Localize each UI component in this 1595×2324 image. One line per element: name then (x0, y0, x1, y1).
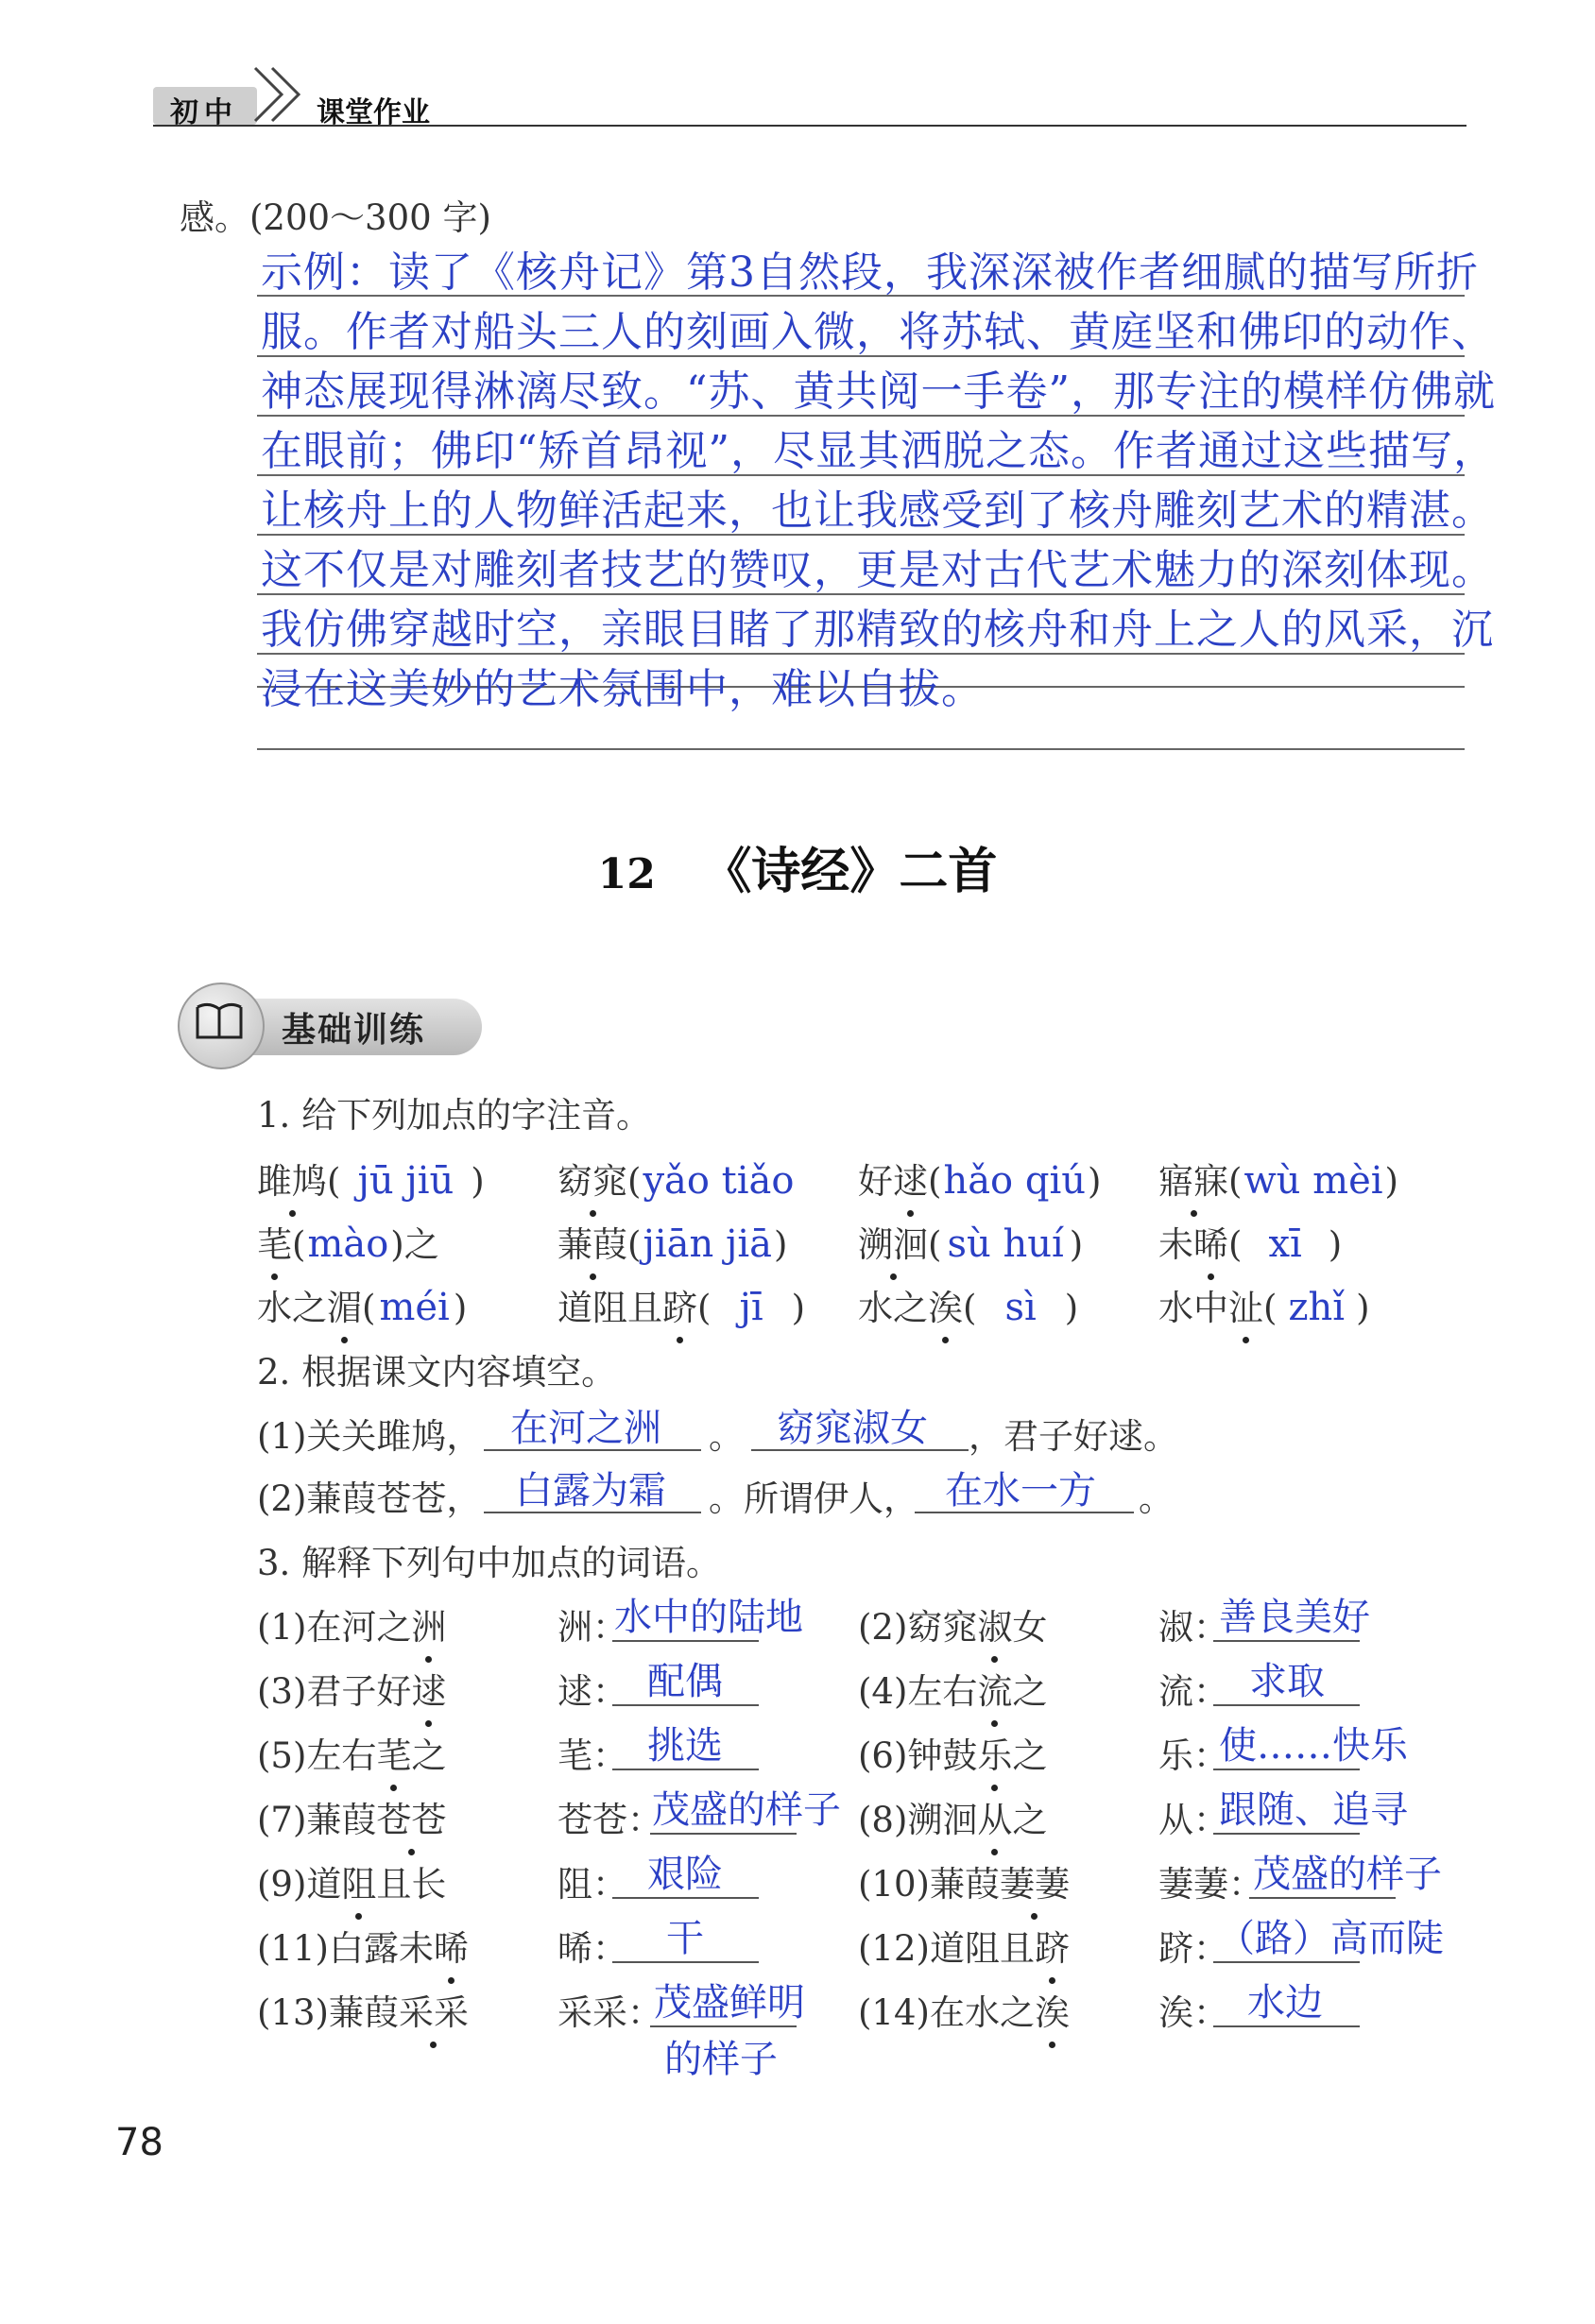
answer: 在水一方 (945, 1469, 1096, 1512)
fill-line-2-a: (2)蒹葭苍苍， (257, 1478, 482, 1519)
answer: sì (1004, 1286, 1037, 1329)
pinyin-item: 溯洄( sù huí ) (858, 1216, 1083, 1267)
phrase: (7)蒹葭苍苍 (257, 1791, 446, 1842)
essay-line-text: 在眼前；佛印“矫首昂视”，尽显其洒脱之态。作者通过这些描写， (261, 427, 1496, 475)
phrase: (9)道阻且长 (257, 1855, 446, 1906)
phrase: (5)左右芼之 (257, 1727, 446, 1778)
dotted-char: 蒹葭 (557, 1216, 627, 1267)
fill-line-1-c: ，君子好逑。 (969, 1416, 1178, 1457)
section-title: 基础训练 (282, 1011, 426, 1050)
answer: 善良美好 (1219, 1596, 1370, 1639)
pinyin-item: 未晞( xī ) (1158, 1216, 1342, 1267)
answer: yǎo tiǎo (643, 1159, 795, 1203)
answer: 干 (666, 1917, 704, 1960)
dotted-char: 窈窕 (557, 1153, 627, 1204)
pinyin-item: 水之涘( sì ) (858, 1279, 1078, 1330)
header-rule (153, 125, 1466, 127)
term-key: 洲： (557, 1607, 627, 1648)
phrase: (4)左右流之 (858, 1663, 1047, 1714)
term-key: 采采： (557, 1992, 662, 2033)
essay-prompt-tail: 感。(200～300 字) (180, 197, 491, 238)
essay-line-text: 让核舟上的人物鲜活起来，也让我感受到了核舟雕刻艺术的精湛。 (261, 487, 1494, 535)
essay-line-text: 这不仅是对雕刻者技艺的赞叹，更是对古代艺术魅力的深刻体现。 (261, 546, 1494, 594)
lesson-title: 《诗经》二首 (702, 843, 998, 900)
answer: 使……快乐 (1219, 1724, 1408, 1768)
phrase: (13)蒹葭采采 (257, 1984, 469, 2035)
fill-line-1-a: (1)关关雎鸠， (257, 1416, 482, 1457)
pinyin-item: 水之湄( méi ) (257, 1279, 467, 1330)
dotted-char: 芼 (257, 1216, 292, 1267)
term-key: 流： (1158, 1671, 1228, 1712)
writing-line (257, 748, 1465, 750)
dotted-char: 涘 (928, 1279, 963, 1330)
term-key: 萋萋： (1158, 1864, 1263, 1905)
pinyin-item: 蒹葭(jiān jiā) (557, 1216, 787, 1267)
pinyin-item: 寤寐(wù mèi) (1158, 1153, 1398, 1204)
answer: 茂盛的样子 (1253, 1853, 1442, 1896)
dotted-char: 雎鸠 (257, 1153, 327, 1204)
answer: mào (307, 1222, 389, 1266)
header-level: 初中 (170, 96, 238, 129)
answer: jiān jiā (643, 1222, 772, 1266)
fill-line-1-b: 。 (709, 1416, 744, 1457)
answer: zhǐ (1288, 1286, 1346, 1329)
pinyin-item: 好逑(hǎo qiú) (858, 1153, 1101, 1204)
essay-line-text: 我仿佛穿越时空，亲眼目睹了那精致的核舟和舟上之人的风采，沉 (261, 606, 1494, 654)
term-key: 涘： (1158, 1992, 1228, 2033)
answer: 茂盛鲜明 (654, 1981, 805, 2025)
answer: 挑选 (647, 1724, 723, 1768)
answer: wù mèi (1243, 1159, 1383, 1203)
term-key: 晞： (557, 1928, 627, 1969)
essay-line-text: 浸在这美妙的艺术氛围中，难以自拔。 (261, 665, 984, 713)
answer: jī (739, 1286, 763, 1329)
pinyin-item: 窈窕(yǎo tiǎo (557, 1153, 796, 1204)
answer: 在河之洲 (510, 1407, 661, 1450)
answer: 茂盛的样子 (652, 1788, 841, 1832)
dotted-char: 沚 (1228, 1279, 1263, 1330)
dotted-char: 寤寐 (1158, 1153, 1228, 1204)
answer: méi (379, 1286, 450, 1329)
answer-continued: 的样子 (664, 2038, 778, 2081)
page-number: 78 (115, 2121, 163, 2164)
fill-line-2-b: 。所谓伊人， (709, 1478, 918, 1519)
pinyin-item: 道阻且跻( jī ) (557, 1279, 805, 1330)
pinyin-item: 水中沚( zhǐ ) (1158, 1279, 1370, 1330)
answer: 求取 (1249, 1660, 1325, 1703)
essay-line-text: 示例：读了《核舟记》第3自然段，我深深被作者细腻的描写所折 (261, 248, 1479, 297)
dotted-char: 晞 (1193, 1216, 1228, 1267)
question-prompt: 3. 解释下列句中加点的词语。 (257, 1543, 722, 1583)
answer: sù huí (947, 1222, 1064, 1266)
term-key: 淑： (1158, 1607, 1228, 1648)
term-key: 逑： (557, 1671, 627, 1712)
lesson-number: 12 (597, 850, 656, 898)
phrase: (2)窈窕淑女 (858, 1598, 1047, 1649)
dotted-char: 溯洄 (858, 1216, 928, 1267)
answer: 白露为霜 (515, 1469, 666, 1512)
answer: 窈窕淑女 (777, 1407, 928, 1450)
term-key: 阻： (557, 1864, 627, 1905)
term-key: 苍苍： (557, 1800, 662, 1840)
term-key: 乐： (1158, 1735, 1228, 1776)
phrase: (6)钟鼓乐之 (858, 1727, 1047, 1778)
answer: 水中的陆地 (614, 1596, 803, 1639)
question-prompt: 2. 根据课文内容填空。 (257, 1352, 617, 1393)
answer: 艰险 (647, 1853, 723, 1896)
answer: hǎo qiú (943, 1159, 1087, 1203)
answer: 水边 (1247, 1981, 1323, 2025)
pinyin-item: 芼(mào)之 (257, 1216, 439, 1267)
phrase: (11)白露未晞 (257, 1920, 469, 1971)
answer: 跟随、追寻 (1219, 1788, 1408, 1832)
book-icon (194, 1000, 245, 1045)
phrase: (10)蒹葭萋萋 (858, 1855, 1070, 1906)
fill-line-2-c: 。 (1139, 1478, 1174, 1519)
phrase: (14)在水之涘 (858, 1984, 1070, 2035)
question-prompt: 1. 给下列加点的字注音。 (257, 1095, 652, 1136)
term-key: 跻： (1158, 1928, 1228, 1969)
chevron-right-icon (248, 62, 314, 128)
phrase: (8)溯洄从之 (858, 1791, 1047, 1842)
phrase: (3)君子好逑 (257, 1663, 446, 1714)
header-series: 课堂作业 (317, 96, 430, 129)
essay-line-text: 神态展现得淋漓尽致。“苏、黄共阅一手卷”，那专注的模样仿佛就 (261, 367, 1496, 416)
answer: xī (1268, 1222, 1302, 1266)
essay-line-text: 服。作者对船头三人的刻画入微，将苏轼、黄庭坚和佛印的动作、 (261, 308, 1494, 356)
dotted-char: 湄 (327, 1279, 362, 1330)
dotted-char: 跻 (662, 1279, 697, 1330)
phrase: (1)在河之洲 (257, 1598, 446, 1649)
answer: jū jiū (357, 1159, 454, 1203)
lesson-heading (0, 831, 1595, 902)
dotted-char: 逑 (893, 1153, 928, 1204)
answer: （路）高而陡 (1217, 1917, 1444, 1960)
pinyin-item: 雎鸠( jū jiū ) (257, 1153, 485, 1204)
phrase: (12)道阻且跻 (858, 1920, 1070, 1971)
answer: 配偶 (647, 1660, 723, 1703)
term-key: 从： (1158, 1800, 1228, 1840)
term-key: 芼： (557, 1735, 627, 1776)
